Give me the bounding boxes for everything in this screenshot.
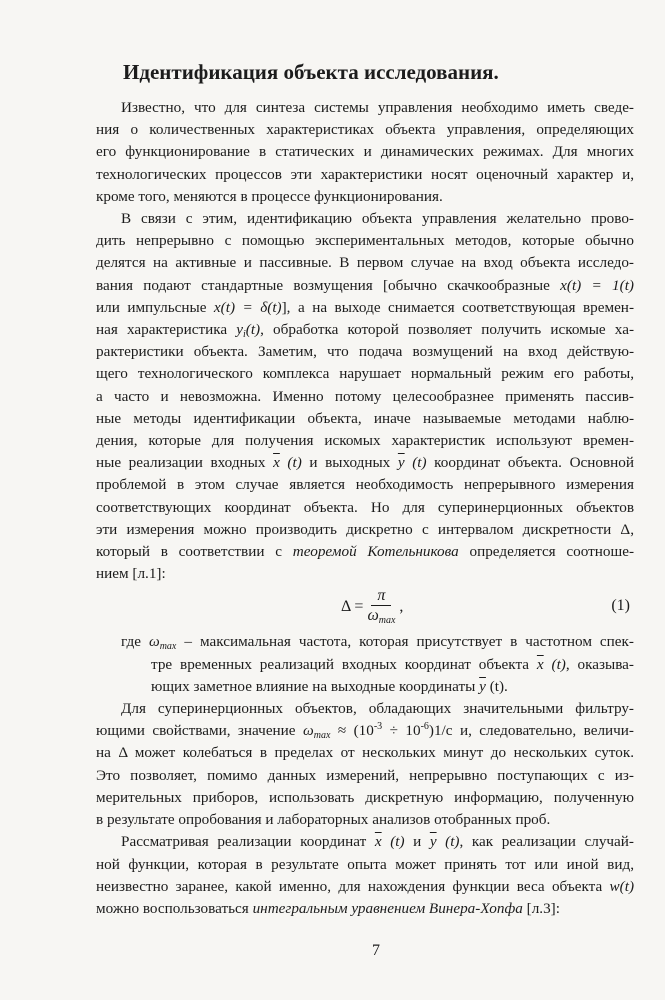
text-segment: а часто и невозможна. Именно потому целесообразнее применять пассив- — [96, 387, 634, 405]
text-line — [96, 430, 634, 452]
text-line — [96, 631, 634, 653]
text-segment: (t) — [436, 833, 460, 851]
text-segment: $\overline{y}$ — [479, 677, 486, 695]
text-line — [96, 297, 634, 319]
text-segment: ], а на выходе снимается соответствующая времен- — [281, 298, 634, 316]
text-segment: $\overline{y}$ — [429, 833, 437, 851]
formula-fraction — [367, 587, 395, 626]
text-line — [96, 386, 634, 408]
text-segment: Известно, что для синтеза системы управления необходимо иметь сведе- — [121, 99, 634, 116]
text-block-1 — [96, 97, 634, 585]
text-segment: (t) — [381, 833, 405, 851]
section-title: Идентификация объекта исследования. — [123, 60, 499, 84]
text-line — [96, 787, 634, 809]
text-line — [96, 186, 634, 208]
omega-subscript: max — [378, 615, 396, 627]
text-segment: ÷ 10 — [382, 722, 421, 740]
text-line — [96, 119, 634, 141]
text-segment: неизвестно заранее, какой именно, для нахождения функции веса объекта — [96, 877, 610, 895]
text-segment: (t) — [404, 454, 427, 472]
text-segment: или импульсные — [96, 298, 214, 316]
text-segment: соответствующих координат объекта. Но для суперинерционных объектов — [96, 498, 634, 516]
omega: ω — [367, 607, 379, 625]
text-segment: (t) — [543, 655, 566, 673]
text-segment: $\overline{x}$ — [273, 454, 280, 472]
text-segment: )1/с и, следовательно, величи- — [428, 722, 634, 740]
text-line — [96, 676, 634, 698]
formula-lhs: Δ = — [341, 597, 364, 615]
text-line — [96, 252, 634, 274]
text-line — [96, 319, 634, 341]
formula-numerator: π — [371, 587, 391, 606]
text-line — [96, 898, 634, 920]
text-line — [96, 742, 634, 764]
text-line — [96, 720, 634, 742]
text-line — [96, 141, 634, 163]
text-segment: В связи с этим, идентификацию объекта управления желательно прово- — [121, 210, 634, 228]
text-line — [96, 876, 634, 898]
text-segment: ω — [302, 722, 314, 740]
text-segment: ные методы идентификации объекта, иначе называемые методами наблю- — [96, 409, 634, 427]
text-segment: проблемой в этом случае является необходимость непрерывного измерения — [96, 476, 634, 494]
text-segment: $\overline{y}$ — [397, 454, 405, 472]
text-segment: ной функции, которая в результате опыта может принять тот или иной вид, — [96, 855, 634, 873]
text-segment: его функционирование в статических и динамических режимах. Для многих — [96, 143, 634, 161]
text-segment: эти измерения можно производить дискретно с интервалом дискретности Δ, — [96, 520, 634, 538]
text-line — [96, 164, 634, 186]
text-segment: y — [236, 321, 243, 339]
text-segment: мерительных приборов, использовать дискретную информацию, полученную — [96, 788, 634, 806]
text-line — [96, 363, 634, 385]
text-segment: , обработка которой позволяет получить искомые ха- — [260, 321, 634, 339]
text-line — [96, 654, 634, 676]
text-segment: max — [313, 730, 331, 742]
text-line — [96, 765, 634, 787]
text-segment: ная характеристика — [96, 321, 237, 339]
text-segment: можно воспользоваться — [96, 899, 253, 917]
text-segment: – максимальная частота, которая присутствует в частотном спек- — [176, 633, 634, 651]
body-text — [96, 97, 634, 920]
text-line — [96, 408, 634, 430]
text-segment: который в соответствии с — [96, 543, 293, 561]
text-segment: [л.3]: — [522, 899, 560, 917]
text-segment: дения, которые для получения искомых характеристик используют времен- — [96, 432, 634, 450]
text-segment: рактеристики объекта. Заметим, что подача возмущений на вход действую- — [96, 343, 634, 361]
text-line — [96, 809, 634, 831]
formula-1 — [96, 585, 634, 631]
text-segment: координат объекта. Основной — [426, 454, 635, 472]
text-segment: -6 — [420, 721, 429, 733]
text-segment: щего технологического комплекса нарушает нормальный режим его работы, — [96, 365, 634, 383]
formula-tail: , — [399, 597, 404, 615]
text-segment: делятся на активные и пассивные. В первом случае на вход объекта исследо- — [96, 254, 634, 272]
text-segment: x(t) = 1(t) — [560, 276, 634, 294]
text-segment: Рассматривая реализации координат — [121, 833, 375, 851]
text-segment: -3 — [373, 721, 383, 733]
text-line — [96, 341, 634, 363]
text-segment: нием [л.1]: — [96, 565, 166, 583]
text-segment: и — [404, 833, 430, 851]
text-segment: кроме того, меняются в процессе функционирования. — [96, 187, 443, 205]
text-segment: (t) — [279, 454, 302, 472]
text-block-2 — [96, 631, 634, 920]
text-line — [96, 854, 634, 876]
text-line — [96, 97, 634, 119]
text-line — [96, 452, 634, 474]
text-segment: ющих заметное влияние на выходные координаты — [151, 677, 480, 695]
text-segment: и выходных — [301, 454, 398, 472]
text-segment: ные реализации входных — [96, 454, 274, 472]
text-segment: (t). — [485, 677, 508, 695]
text-line — [96, 474, 634, 496]
text-segment: max — [159, 641, 177, 653]
text-segment: i — [243, 329, 246, 341]
text-line — [96, 698, 634, 720]
text-segment: (t) — [245, 321, 261, 339]
text-segment: $\overline{x}$ — [536, 655, 544, 673]
text-segment: на Δ может колебаться в пределах от нескольких минут до нескольких суток. — [96, 744, 634, 762]
text-segment: технологических процессов эти характеристики носят оценочный характер и, — [96, 165, 634, 183]
text-segment: интегральным уравнением Винера-Хопфа — [252, 899, 523, 917]
text-segment: в результате опробования и лабораторных анализов отобранных проб. — [96, 811, 551, 829]
text-segment: вания подают стандартные возмущения [обычно скачкообразные — [96, 276, 561, 294]
text-line — [96, 541, 634, 563]
text-segment: определяется соотноше- — [458, 543, 635, 561]
text-segment: $\overline{x}$ — [374, 833, 382, 851]
text-line — [96, 831, 634, 853]
text-segment: x(t) = δ(t) — [213, 298, 282, 316]
text-segment: , оказыва- — [565, 655, 634, 673]
text-segment: ≈ (10 — [330, 722, 374, 740]
text-line — [96, 519, 634, 541]
text-segment: теоремой Котельникова — [292, 543, 459, 561]
text-segment: ния о количественных характеристиках объекта управления, определяющих — [96, 121, 634, 139]
text-segment: тре временных реализаций входных координат объекта — [151, 655, 537, 673]
formula-expression — [341, 587, 403, 626]
text-segment: , как реализации случай- — [459, 833, 634, 851]
equation-number: (1) — [611, 597, 630, 615]
text-segment: ω — [148, 633, 160, 651]
text-line — [96, 208, 634, 230]
text-segment: дить непрерывно с помощью экспериментальных методов, которые обычно — [96, 232, 634, 250]
text-segment: где — [121, 633, 149, 651]
formula-denominator — [367, 606, 395, 626]
text-segment: w(t) — [609, 877, 634, 895]
text-line — [96, 230, 634, 252]
text-segment: Это позволяет, помимо данных измерений, непрерывно поступающих с из- — [96, 766, 634, 784]
text-segment: ющими свойствами, значение — [96, 722, 303, 740]
text-segment: Для суперинерционных объектов, обладающих значительными фильтру- — [121, 700, 634, 718]
text-line — [96, 275, 634, 297]
text-line — [96, 497, 634, 519]
page-number: 7 — [372, 942, 380, 959]
text-line — [96, 563, 634, 585]
